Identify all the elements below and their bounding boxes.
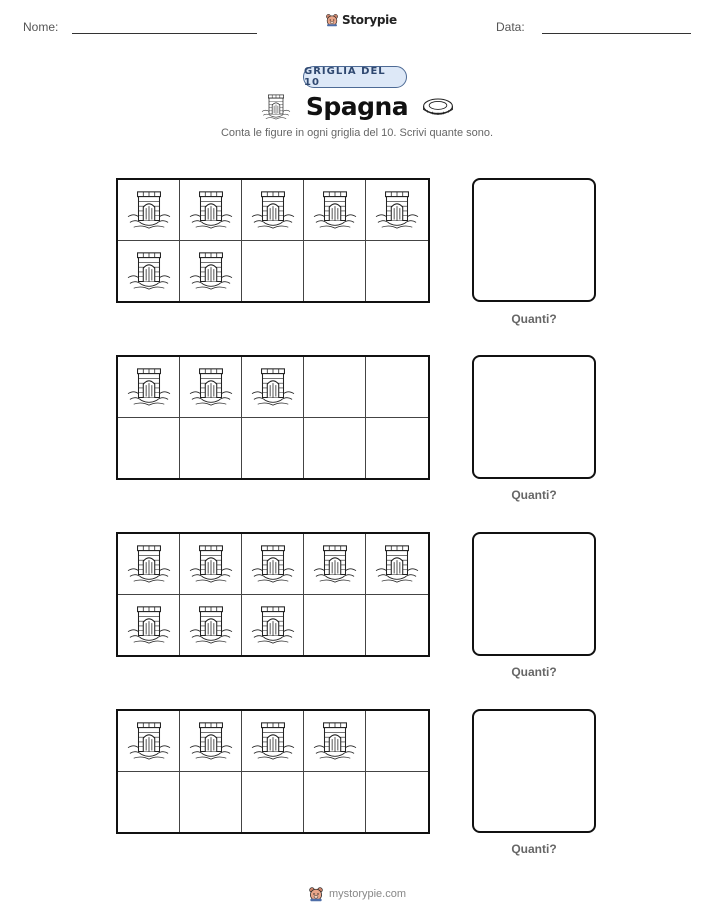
title-row — [0, 92, 714, 121]
grid-cell — [242, 180, 304, 241]
grid-cell — [304, 595, 366, 656]
grid-cell — [242, 418, 304, 479]
aqueduct-fountain-icon — [126, 366, 172, 408]
ten-frame-grid — [116, 178, 430, 303]
grid-cell — [180, 534, 242, 595]
name-label: Nome: — [23, 20, 59, 34]
grid-cell — [242, 772, 304, 833]
storypie-bear-logo-icon — [325, 13, 339, 27]
aqueduct-fountain-icon — [250, 189, 296, 231]
aqueduct-fountain-icon — [188, 250, 234, 292]
grid-cell — [366, 180, 428, 241]
answer-box[interactable] — [472, 355, 596, 479]
date-field[interactable] — [542, 33, 691, 34]
grid-cell — [180, 772, 242, 833]
answer-label: Quanti? — [511, 665, 557, 679]
grid-cell — [304, 357, 366, 418]
aqueduct-fountain-icon — [312, 720, 358, 762]
footer-url[interactable]: mystorypie.com — [328, 888, 407, 900]
grid-cell — [242, 711, 304, 772]
aqueduct-fountain-icon — [188, 366, 234, 408]
aqueduct-fountain-icon — [374, 189, 420, 231]
grid-cell — [242, 241, 304, 302]
answer-label: Quanti? — [511, 312, 557, 326]
grid-cell — [118, 180, 180, 241]
grid-cell — [304, 241, 366, 302]
grid-cell — [118, 534, 180, 595]
grid-cell — [180, 180, 242, 241]
grid-cell — [180, 595, 242, 656]
aqueduct-fountain-icon — [188, 604, 234, 646]
answer-label: Quanti? — [511, 488, 557, 502]
grid-cell — [118, 772, 180, 833]
grid-cell — [118, 357, 180, 418]
answer-box[interactable] — [472, 709, 596, 833]
grid-cell — [366, 357, 428, 418]
aqueduct-fountain-icon — [374, 543, 420, 585]
worksheet-type-badge: GRIGLIA DEL 10 — [303, 66, 407, 88]
grid-cell — [366, 418, 428, 479]
grid-cell — [366, 534, 428, 595]
aqueduct-fountain-icon — [250, 720, 296, 762]
aqueduct-fountain-icon — [250, 366, 296, 408]
grid-cell — [180, 357, 242, 418]
grid-cell — [180, 241, 242, 302]
aqueduct-fountain-icon — [188, 720, 234, 762]
grid-cell — [118, 595, 180, 656]
aqueduct-fountain-icon — [126, 250, 172, 292]
aqueduct-fountain-icon — [312, 189, 358, 231]
grid-cell — [304, 418, 366, 479]
aqueduct-fountain-icon — [250, 604, 296, 646]
grid-cell — [304, 711, 366, 772]
grid-cell — [242, 534, 304, 595]
name-field[interactable] — [72, 33, 257, 34]
grid-cell — [366, 711, 428, 772]
instructions: Conta le figure in ogni griglia del 10. Scrivi quante sono. — [220, 127, 494, 139]
ten-frame-grid — [116, 532, 430, 657]
grid-cell — [180, 711, 242, 772]
grid-cell — [366, 241, 428, 302]
grid-cell — [118, 418, 180, 479]
aqueduct-fountain-icon — [126, 543, 172, 585]
page-title: Spagna — [305, 92, 409, 121]
aqueduct-fountain-icon — [250, 543, 296, 585]
bullring-icon — [422, 96, 454, 118]
grid-cell — [304, 772, 366, 833]
grid-cell — [118, 241, 180, 302]
aqueduct-fountain-icon — [312, 543, 358, 585]
answer-label: Quanti? — [511, 842, 557, 856]
grid-cell — [304, 180, 366, 241]
storypie-brand[interactable] — [325, 13, 397, 27]
grid-cell — [242, 595, 304, 656]
aqueduct-fountain-icon — [188, 543, 234, 585]
ten-frame-grid — [116, 355, 430, 480]
grid-cell — [118, 711, 180, 772]
date-label: Data: — [496, 20, 525, 34]
aqueduct-fountain-icon — [188, 189, 234, 231]
grid-cell — [366, 595, 428, 656]
footer — [0, 886, 714, 902]
answer-box[interactable] — [472, 532, 596, 656]
grid-cell — [242, 357, 304, 418]
storypie-bear-logo-icon — [308, 886, 324, 902]
aqueduct-fountain-icon — [126, 604, 172, 646]
aqueduct-fountain-icon — [126, 189, 172, 231]
grid-cell — [180, 418, 242, 479]
aqueduct-fountain-icon — [260, 93, 292, 121]
ten-frame-grid — [116, 709, 430, 834]
grid-cell — [304, 534, 366, 595]
grid-cell — [366, 772, 428, 833]
aqueduct-fountain-icon — [126, 720, 172, 762]
answer-box[interactable] — [472, 178, 596, 302]
brand-name: Storypie — [342, 13, 397, 27]
